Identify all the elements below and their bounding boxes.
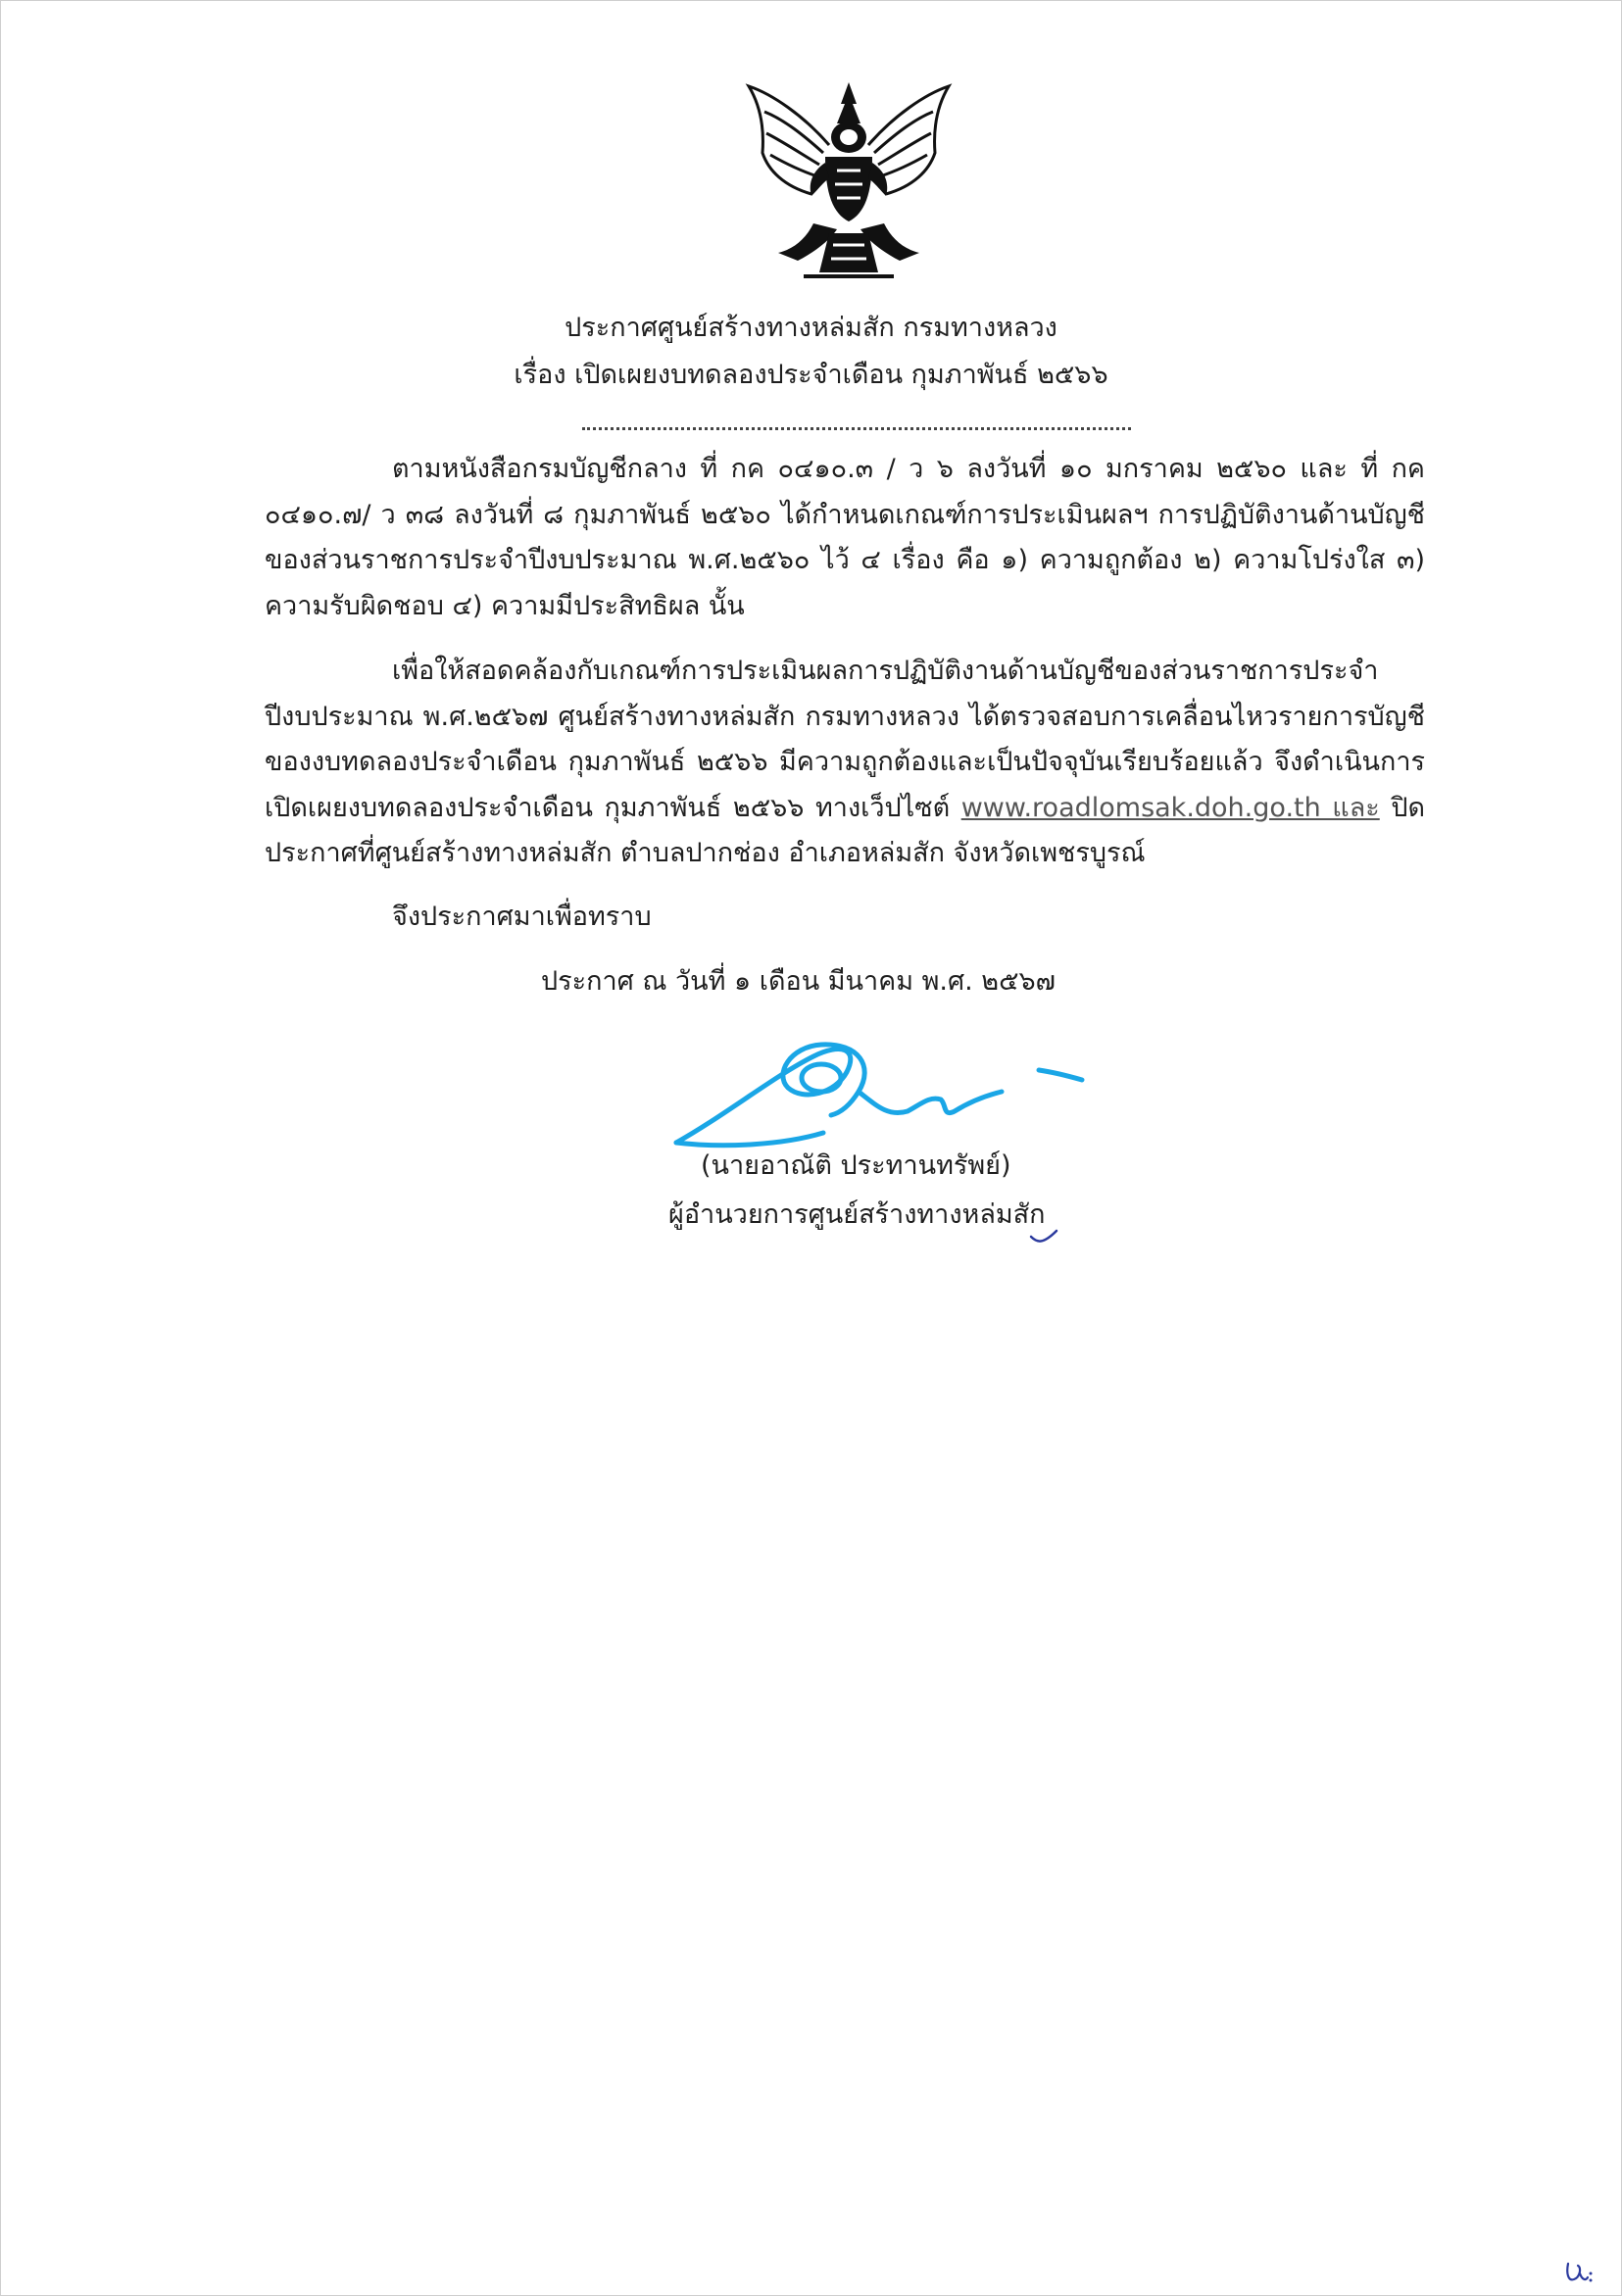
body-paragraph-1: ตามหนังสือกรมบัญชีกลาง ที่ กค ๐๔๑๐.๓ / ว ๖ ลงวันที่ ๑๐ มกราคม ๒๕๖๐ และ ที่ กค ๐๔๑๐.๗/ ว ๓๘ ลงวันที่ ๘ กุมภาพันธ์ ๒๕๖๐ ได้กำหนดเกณฑ์การประเมินผลฯ การปฏิบัติงานด้านบัญชีของส่วนราชการประจำปีงบประมาณ พ.ศ.๒๕๖๐ ไว้ ๔ เรื่อง คือ ๑) ความถูกต้อง ๒) ความโปร่งใส ๓) ความรับผิดชอบ ๔) ความมีประสิทธิผล นั้น <box>265 454 1425 621</box>
corner-initial-mark-icon <box>1564 2260 1594 2285</box>
dotted-divider <box>582 427 1131 430</box>
initial-tick-icon <box>1029 1227 1058 1246</box>
garuda-emblem-icon <box>735 76 962 284</box>
website-link[interactable]: www.roadlomsak.doh.go.th และ <box>960 792 1380 823</box>
signature-image <box>666 1027 1127 1154</box>
signer-name: (นายอาณัติ ประทานทรัพย์) <box>701 1150 1011 1181</box>
signer-position: ผู้อำนวยการศูนย์สร้างทางหล่มสัก <box>668 1199 1046 1230</box>
paragraph-2-text-end: ปิดประกาศที่ศูนย์สร้างทางหล่มสัก ตำบลปากช่อง อำเภอหล่มสัก จังหวัดเพชรบูรณ์ <box>265 792 1425 868</box>
announcement-subject: เรื่อง เปิดเผยงบทดลองประจำเดือน กุมภาพันธ์ ๒๕๖๖ <box>514 360 1108 390</box>
paragraph-2-text-start: เพื่อให้สอดคล้องกับเกณฑ์การประเมินผลการปฏิบัติงานด้านบัญชีของส่วนราชการประจำปีงบประมาณ พ.ศ.๒๕๖๗ ศูนย์สร้างทางหล่มสัก กรมทางหลวง ได้ตรวจสอบการเคลื่อนไหวรายการบัญชีของงบทดลองประจำเดือน กุมภาพันธ์ ๒๕๖๖ มีความถูกต้องและเป็นปัจจุบันเรียบร้อยแล้ว จึงดำเนินการเปิดเผยงบทดลองประจำเดือน กุมภาพันธ์ ๒๕๖๖ ทางเว็ปไซต์ <box>265 656 1425 823</box>
date-line: ประกาศ ณ วันที่ ๑ เดือน มีนาคม พ.ศ. ๒๕๖๗ <box>541 966 1056 997</box>
body-paragraph-2 <box>265 649 1425 877</box>
announcement-title: ประกาศศูนย์สร้างทางหล่มสัก กรมทางหลวง <box>565 313 1057 343</box>
closing-line: จึงประกาศมาเพื่อทราบ <box>392 902 652 932</box>
